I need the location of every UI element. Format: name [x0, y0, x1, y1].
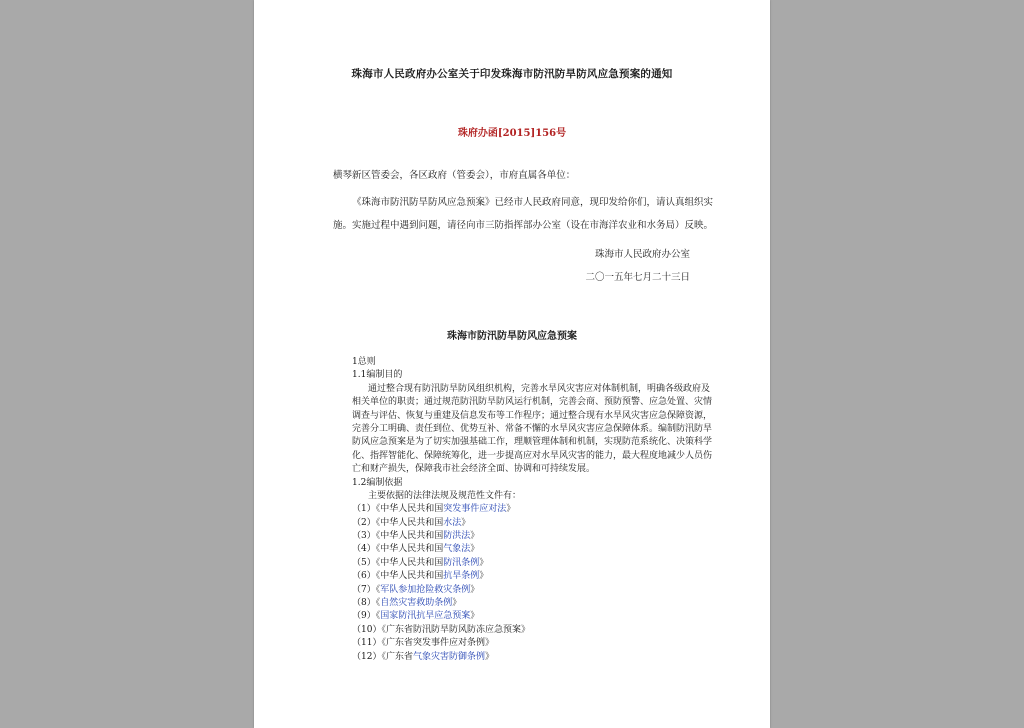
basis-item — [352, 597, 696, 610]
signature-organization: 珠海市人民政府办公室 — [594, 249, 690, 260]
basis-intro: 主要依据的法律法规及规范性文件有： — [368, 490, 522, 501]
basis-item — [352, 651, 696, 664]
purpose-line: 防风应急预案是为了切实加强基础工作，理顺管理体制和机制，实现防范系统化、决策科学 — [352, 437, 713, 448]
purpose-line: 调查与评估、恢复与重建及信息发布等工作程序；通过整合现有水旱风灾害应急保障资源， — [352, 410, 713, 421]
addressee: 横琴新区管委会，各区政府（管委会），市府直属各单位： — [333, 170, 576, 181]
basis-item-link[interactable]: 气象法 — [443, 544, 471, 555]
basis-item-link[interactable]: 防汛条例 — [443, 557, 480, 568]
notice-paragraph-line-2: 施。实施过程中遇到问题，请径向市三防指挥部办公室（设在市海洋农业和水务局）反映。 — [333, 220, 714, 231]
plan-title: 珠海市防汛防旱防风应急预案 — [447, 331, 577, 342]
basis-item-number: （7） — [352, 584, 376, 595]
document-number: 珠府办函[2015]156号 — [457, 128, 567, 139]
basis-item — [352, 557, 696, 570]
basis-item-text: 《中华人民共和国 — [375, 544, 444, 555]
basis-item-text: 》 — [506, 504, 516, 515]
basis-item-link[interactable]: 突发事件应对法 — [443, 504, 507, 515]
basis-item-number: （1） — [352, 504, 376, 515]
basis-item-link[interactable]: 水法 — [443, 517, 462, 528]
basis-item-number: （8） — [352, 598, 376, 609]
basis-item-text: 《 — [375, 598, 381, 609]
basis-item-link[interactable]: 抗旱条例 — [443, 571, 480, 582]
basis-item — [352, 637, 696, 650]
notice-paragraph-line-1: 《珠海市防汛防旱防风应急预案》已经市人民政府同意，现印发给你们，请认真组织实 — [352, 197, 714, 208]
section-heading: 1总则 — [352, 357, 376, 367]
subsection-heading: 1.1编制目的 — [352, 370, 403, 381]
basis-item-text: 《广东省 — [381, 651, 413, 662]
basis-item — [352, 610, 696, 623]
basis-item-number: （10） — [352, 624, 382, 635]
subsection-heading: 1.2编制依据 — [352, 477, 403, 488]
basis-item-number: （3） — [352, 531, 376, 542]
basis-item-number: （5） — [352, 557, 376, 568]
basis-item-number: （11） — [352, 638, 382, 649]
basis-item — [352, 584, 696, 597]
basis-item-text: 《广东省突发事件应对条例》 — [381, 638, 494, 649]
basis-item-text: 《中华人民共和国 — [375, 557, 444, 568]
basis-item-text: 《中华人民共和国 — [375, 504, 444, 515]
basis-item-link[interactable]: 国家防汛抗旱应急预案 — [380, 611, 471, 622]
basis-item-text: 《中华人民共和国 — [375, 571, 444, 582]
basis-item-text: 《广东省防汛防旱防风防冻应急预案》 — [381, 624, 530, 635]
basis-item-text: 》 — [484, 651, 494, 662]
basis-item — [352, 517, 696, 530]
basis-item — [352, 530, 696, 543]
document-page — [254, 0, 770, 728]
signature-date: 二〇一五年七月二十三日 — [585, 272, 690, 283]
basis-item-number: （12） — [352, 651, 382, 662]
basis-item — [352, 570, 696, 583]
purpose-line: 相关单位的职责；通过规范防汛防旱防风运行机制，完善会商、预防预警、应急处置、灾情 — [352, 397, 713, 408]
basis-item-text: 》 — [470, 544, 480, 555]
basis-item-link[interactable]: 军队参加抢险救灾条例 — [380, 584, 471, 595]
basis-item-text: 》 — [479, 557, 489, 568]
plan-body — [352, 356, 713, 664]
basis-item — [352, 503, 696, 516]
purpose-line: 通过整合现有防汛防旱防风组织机构，完善水旱风灾害应对体制机制，明确各级政府及 — [368, 383, 711, 394]
basis-item-text: 》 — [452, 598, 462, 609]
basis-item-number: （4） — [352, 544, 376, 555]
basis-item-text: 《中华人民共和国 — [375, 517, 444, 528]
basis-item-text: 》 — [470, 611, 480, 622]
basis-item-number: （9） — [352, 611, 376, 622]
basis-item — [352, 624, 696, 637]
purpose-line: 化、指挥智能化、保障统筹化，进一步提高应对水旱风灾害的能力，最大程度地减少人员伤 — [352, 450, 713, 461]
basis-item-number: （6） — [352, 571, 376, 582]
basis-item-link[interactable]: 气象灾害防御条例 — [412, 651, 485, 662]
basis-item — [352, 543, 696, 556]
basis-item-link[interactable]: 防洪法 — [443, 531, 471, 542]
basis-item-text: 》 — [461, 517, 471, 528]
basis-item-text: 》 — [470, 531, 480, 542]
basis-item-text: 》 — [479, 571, 489, 582]
basis-item-text: 《 — [375, 611, 381, 622]
basis-item-link[interactable]: 自然灾害救助条例 — [380, 598, 453, 609]
basis-item-text: 《中华人民共和国 — [375, 531, 444, 542]
basis-item-number: （2） — [352, 517, 376, 528]
basis-item-text: 《 — [375, 584, 381, 595]
notice-title: 珠海市人民政府办公室关于印发珠海市防汛防旱防风应急预案的通知 — [351, 68, 673, 80]
purpose-line: 亡和财产损失，保障我市社会经济全面、协调和可持续发展。 — [352, 464, 596, 475]
basis-item-text: 》 — [470, 584, 480, 595]
purpose-line: 完善分工明确、责任到位、优势互补、常备不懈的水旱风灾害应急保障体系。编制防汛防旱 — [352, 423, 713, 434]
